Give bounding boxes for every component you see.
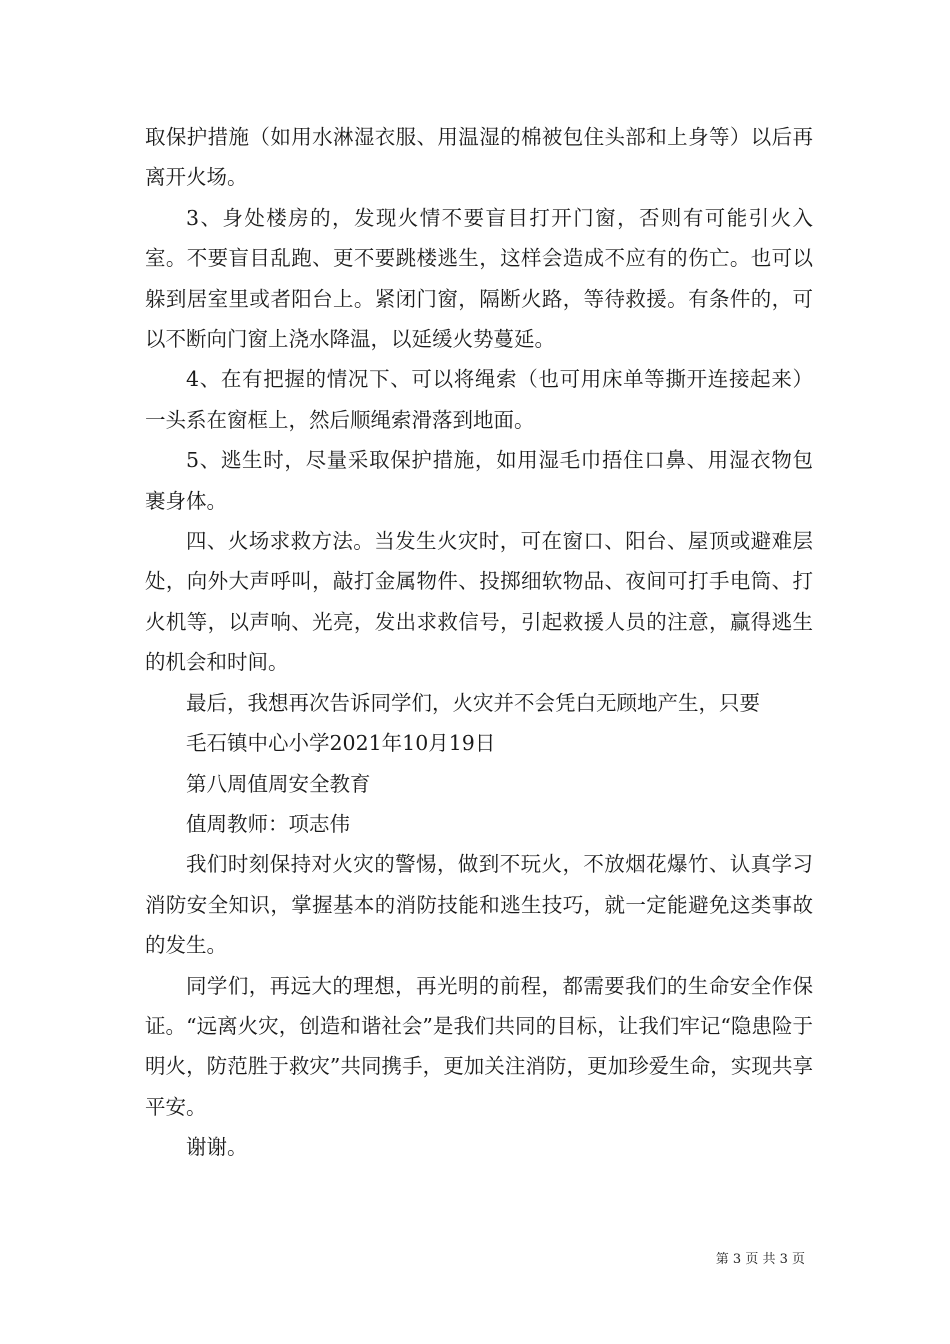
paragraph-section-4: 四、火场求救方法。当发生火灾时，可在窗口、阳台、屋顶或避难层处，向外大声呼叫，敲打金属物件、投掷细软物品、夜间可打手电筒、打火机等，以声响、光亮，发出求救信号，引起救援人员的注意，赢得逃生的机会和时间。 [145,529,813,675]
page-number: 第 3 页 共 3 页 [715,1252,805,1267]
paragraph-students: 同学们，再远大的理想，再光明的前程，都需要我们的生命安全作保证。“远离火灾，创造和谐社会”是我们共同的目标，让我们牢记“隐患险于明火，防范胜于救灾”共同携手，更加关注消防，更加珍爱生命，实现共享平安。 [145,973,813,1119]
paragraph-finally: 最后，我想再次告诉同学们，火灾并不会凭白无顾地产生，只要 [186,690,760,715]
paragraph-school-date: 毛石镇中心小学2021年10月19日 [186,731,496,756]
paragraph-vigilance: 我们时刻保持对火灾的警惕，做到不玩火，不放烟花爆竹、认真学习消防安全知识，掌握基本的消防技能和逃生技巧，就一定能避免这类事故的发生。 [145,852,813,958]
paragraph-item-4: 4、在有把握的情况下、可以将绳索（也可用床单等撕开连接起来）一头系在窗框上，然后顺绳索滑落到地面。 [145,367,813,432]
paragraph-week-title: 第八周值周安全教育 [186,771,371,796]
paragraph-item-5: 5、逃生时，尽量采取保护措施，如用湿毛巾捂住口鼻、用湿衣物包裹身体。 [145,448,813,513]
paragraph-thanks: 谢谢。 [186,1135,248,1160]
paragraph-protection-measures: 取保护措施（如用水淋湿衣服、用温湿的棉被包住头部和上身等）以后再离开火场。 [145,125,813,190]
document-body [145,117,813,1168]
paragraph-item-3: 3、身处楼房的，发现火情不要盲目打开门窗，否则有可能引火入室。不要盲目乱跑、更不要跳楼逃生，这样会造成不应有的伤亡。也可以躲到居室里或者阳台上。紧闭门窗，隔断火路，等待救援。有条件的，可以不断向门窗上浇水降温，以延缓火势蔓延。 [145,205,813,352]
paragraph-teacher: 值周教师：项志伟 [186,811,350,836]
